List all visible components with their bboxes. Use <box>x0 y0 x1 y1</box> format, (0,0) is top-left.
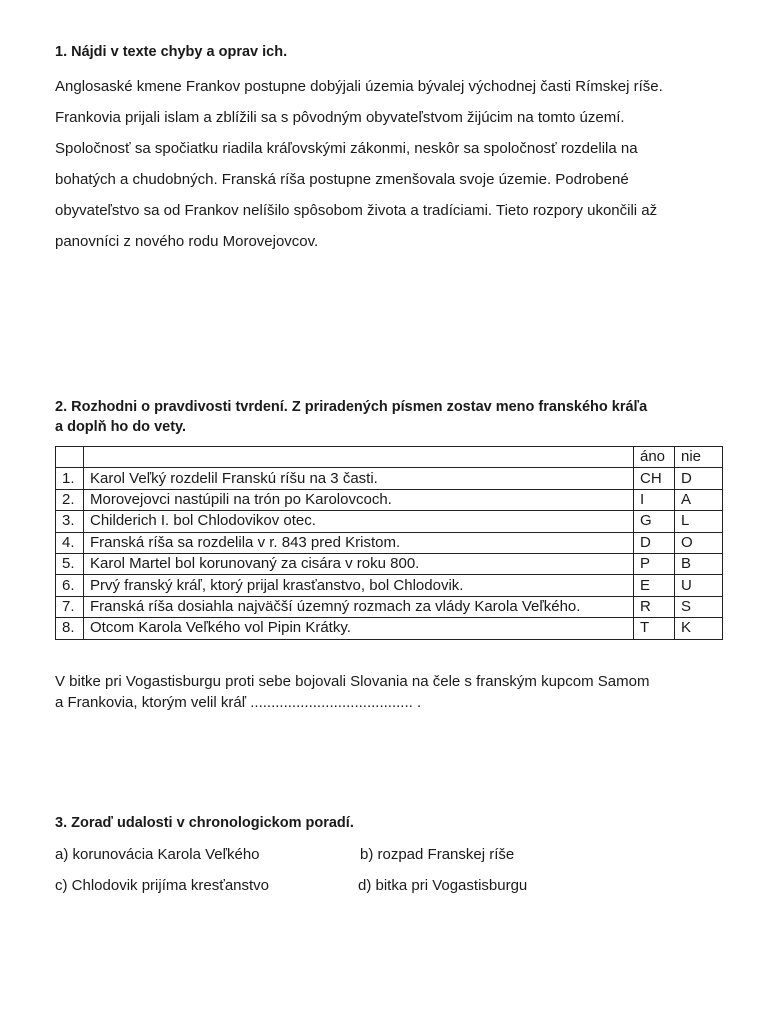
header-no: nie <box>675 447 723 468</box>
row-number: 3. <box>56 511 84 532</box>
task2-title-line: a doplň ho do vety. <box>55 419 187 435</box>
table-row <box>56 511 723 532</box>
row-yes-letter: D <box>634 532 675 553</box>
row-no-letter: O <box>675 532 723 553</box>
event-c: c) Chlodovik prijíma kresťanstvo <box>55 877 270 894</box>
table-row <box>56 468 723 489</box>
row-no-letter: A <box>675 489 723 510</box>
table-cell <box>84 447 634 468</box>
table-row <box>56 596 723 617</box>
header-yes: áno <box>634 447 675 468</box>
fill-in-sentence <box>55 671 649 713</box>
event-a: a) korunovácia Karola Veľkého <box>55 846 260 863</box>
table-row <box>56 532 723 553</box>
event-b: b) rozpad Franskej ríše <box>360 846 515 863</box>
task2-title <box>55 397 647 437</box>
row-yes-letter: G <box>634 511 675 532</box>
task1-line: panovníci z nového rodu Morovejovcov. <box>55 233 319 250</box>
task1-line: bohatých a chudobných. Franská ríša postupne zmenšovala svoje územie. Podrobené <box>55 171 629 188</box>
row-number: 6. <box>56 575 84 596</box>
task1-line: Anglosaské kmene Frankov postupne dobýjali územia bývalej východnej časti Rímskej ríše. <box>55 78 663 95</box>
row-statement: Karol Veľký rozdelil Franskú ríšu na 3 časti. <box>84 468 634 489</box>
table-cell <box>56 447 84 468</box>
row-yes-letter: I <box>634 489 675 510</box>
row-number: 7. <box>56 596 84 617</box>
task1-paragraph <box>55 71 735 257</box>
row-number: 4. <box>56 532 84 553</box>
row-no-letter: S <box>675 596 723 617</box>
row-yes-letter: P <box>634 553 675 574</box>
task1-line: obyvateľstvo sa od Frankov nelíšilo spôsobom života a tradíciami. Tieto rozpory ukončili až <box>55 202 658 219</box>
task2-title-line: 2. Rozhodni o pravdivosti tvrdení. Z priradených písmen zostav meno franského kráľa <box>55 399 648 415</box>
sentence-line: V bitke pri Vogastisburgu proti sebe bojovali Slovania na čele s franským kupcom Samom <box>55 673 650 690</box>
task1-title: 1. Nájdi v texte chyby a oprav ich. <box>55 44 288 60</box>
table-row <box>56 553 723 574</box>
table-row <box>56 618 723 639</box>
row-yes-letter: CH <box>634 468 675 489</box>
row-statement: Morovejovci nastúpili na trón po Karolovcoch. <box>84 489 634 510</box>
row-statement: Otcom Karola Veľkého vol Pipin Krátky. <box>84 618 634 639</box>
row-yes-letter: E <box>634 575 675 596</box>
row-no-letter: B <box>675 553 723 574</box>
row-number: 8. <box>56 618 84 639</box>
table-row <box>56 575 723 596</box>
row-statement: Franská ríša sa rozdelila v r. 843 pred Kristom. <box>84 532 634 553</box>
task1-line: Frankovia prijali islam a zblížili sa s pôvodným obyvateľstvom žijúcim na tomto území. <box>55 109 625 126</box>
row-number: 2. <box>56 489 84 510</box>
row-statement: Childerich I. bol Chlodovikov otec. <box>84 511 634 532</box>
table-header-row <box>56 447 723 468</box>
row-yes-letter: T <box>634 618 675 639</box>
sentence-line: a Frankovia, ktorým velil kráľ ....................................... . <box>55 694 422 711</box>
task1-line: Spoločnosť sa spočiatku riadila kráľovskými zákonmi, neskôr sa spoločnosť rozdelila na <box>55 140 638 157</box>
row-number: 5. <box>56 553 84 574</box>
row-statement: Prvý franský kráľ, ktorý prijal krasťanstvo, bol Chlodovik. <box>84 575 634 596</box>
row-no-letter: K <box>675 618 723 639</box>
row-no-letter: D <box>675 468 723 489</box>
row-statement: Karol Martel bol korunovaný za cisára v roku 800. <box>84 553 634 574</box>
row-statement: Franská ríša dosiahla najväčší územný rozmach za vlády Karola Veľkého. <box>84 596 634 617</box>
true-false-table <box>55 446 723 640</box>
row-no-letter: L <box>675 511 723 532</box>
event-d: d) bitka pri Vogastisburgu <box>358 877 528 894</box>
row-yes-letter: R <box>634 596 675 617</box>
row-number: 1. <box>56 468 84 489</box>
row-no-letter: U <box>675 575 723 596</box>
task3-title: 3. Zoraď udalosti v chronologickom poradí. <box>55 815 354 831</box>
table-row <box>56 489 723 510</box>
